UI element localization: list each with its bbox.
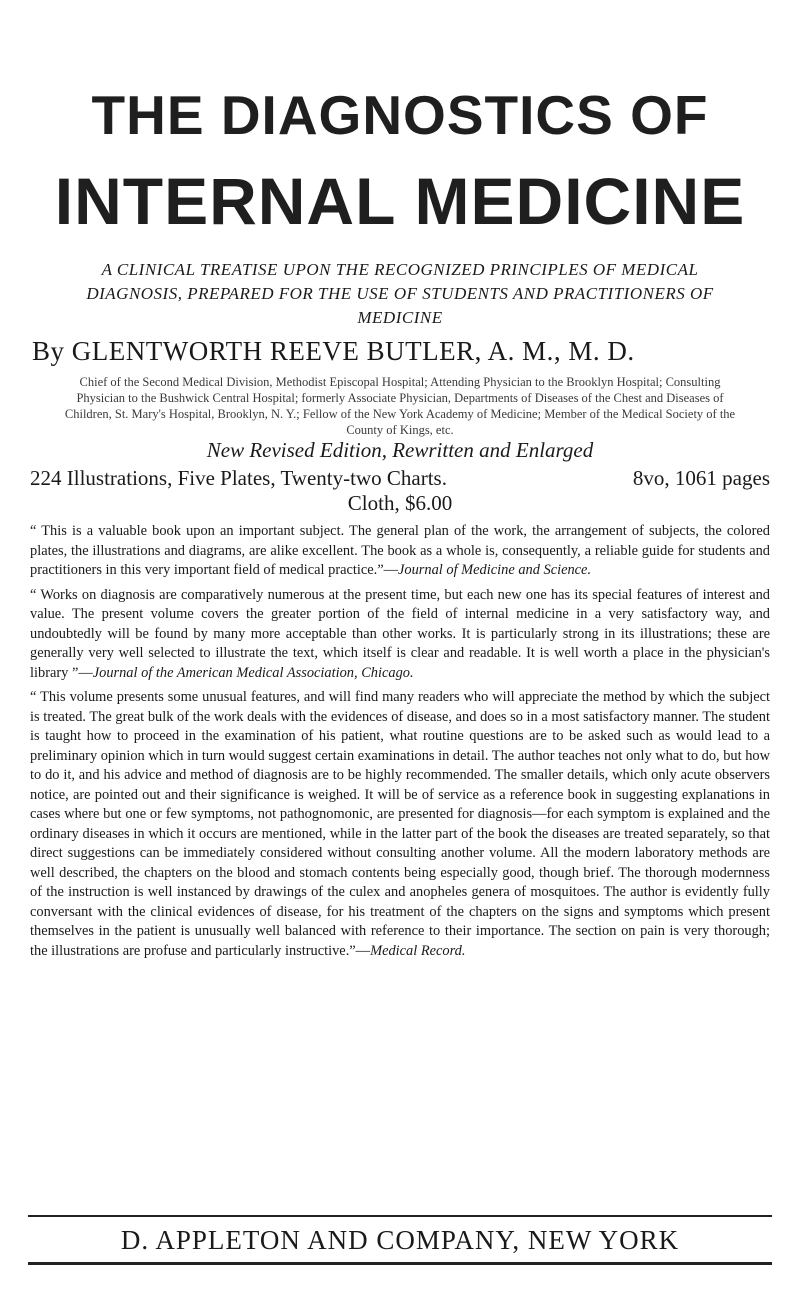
review-text: “ This is a valuable book upon an important subject. The general plan of the work, the arrangement of subjects, the colored plates, the illustrations and diagrams, are alike excellent. The book as a whole is, consequently, a reliable guide for students and practitioners in this very important field of medical practice.”—: [30, 523, 770, 578]
review-source: Medical Record.: [370, 942, 466, 959]
specs-format: 8vo, 1061 pages: [632, 466, 770, 490]
review: [30, 688, 770, 961]
title-line-2: INTERNAL MEDICINE: [54, 164, 746, 238]
title-line-1: THE DIAGNOSTICS OF: [91, 84, 709, 146]
review-text: “ This volume presents some unusual features, and will find many readers who will appreciate the method by which the subject is treated. The great bulk of the work deals with the evidences of disease, and does so in a most satisfactory manner. The student is taught how to proceed in the examination of his patient, what routine questions are to be asked such as would lead to a preliminary opinion which in turn would suggest certain examinations in detail. The author teaches not only what to do, but how to do it, and his advice and method of diagnosis are to be highly recommended. The smaller details, which only acute observers notice, are pointed out and their significance is weighed. It will be of service as a reference book in suggesting explanations in cases where but one or few symptoms, not pathognomonic, are presented for diagnosis—for each symptom is explained and the ordinary diseases in which it occurs are mentioned, while in the latter part of the book the diseases are treated separately, so that direct suggestions can be immediately considered without consulting another volume. All the modern laboratory methods are well described, the chapters on the blood and stomach contents being especially good, though brief. The thorough modernness of the instruction is well instanced by drawings of the culex and anopheles genera of mosquitoes. The author is evidently fully conversant with the clinical evidences of disease, for his treatment of the chapters on the signs and symptoms which present themselves in the patient is unusually well balanced with reference to their importance. The section on pain is very thorough; the illustrations are profuse and particularly instructive.”—: [30, 689, 770, 959]
book-specs: [30, 466, 770, 516]
divider-rule-bottom: [28, 1262, 772, 1265]
reviews: [30, 522, 770, 966]
review: [30, 586, 770, 684]
review-text: “ Works on diagnosis are comparatively numerous at the present time, but each new one has its special features of interest and value. The present volume covers the greater portion of the field of internal medicine in a very satisfactory way, and undoubtedly will be found by many more acceptable than other works. It is particularly strong in its illustrations; these are generally very well selected to illustrate the text, which itself is clear and readable. It is well worth a place in the physician's library ”—: [30, 586, 770, 681]
author-line: By GLENTWORTH REEVE BUTLER, A. M., M. D.: [32, 336, 635, 366]
review: [30, 522, 770, 581]
divider-rule-top: [28, 1215, 772, 1217]
specs-illustrations: 224 Illustrations, Five Plates, Twenty-two Charts.: [30, 466, 447, 490]
author-credentials: Chief of the Second Medical Division, Methodist Episcopal Hospital; Attending Physician to the Brooklyn Hospital; Consulting Physician to the Bushwick Central Hospital; formerly Associate Physician, Departments of Diseases of the Chest and Diseases of Children, St. Mary's Hospital, Brooklyn, N. Y.; Fellow of the New York Academy of Medicine; Member of the Medical Society of the County of Kings, etc.: [64, 375, 736, 437]
review-source: Journal of the American Medical Association, Chicago.: [92, 664, 414, 681]
subtitle: A CLINICAL TREATISE UPON THE RECOGNIZED PRINCIPLES OF MEDICAL DIAGNOSIS, PREPARED FOR THE USE OF STUDENTS AND PRACTITIONERS OF MEDICINE: [86, 260, 714, 327]
publisher-imprint: D. APPLETON AND COMPANY, NEW YORK: [120, 1225, 680, 1255]
specs-binding: Cloth, $6.00: [347, 491, 453, 515]
edition-note: New Revised Edition, Rewritten and Enlarged: [206, 438, 594, 462]
review-source: Journal of Medicine and Science.: [398, 562, 592, 578]
